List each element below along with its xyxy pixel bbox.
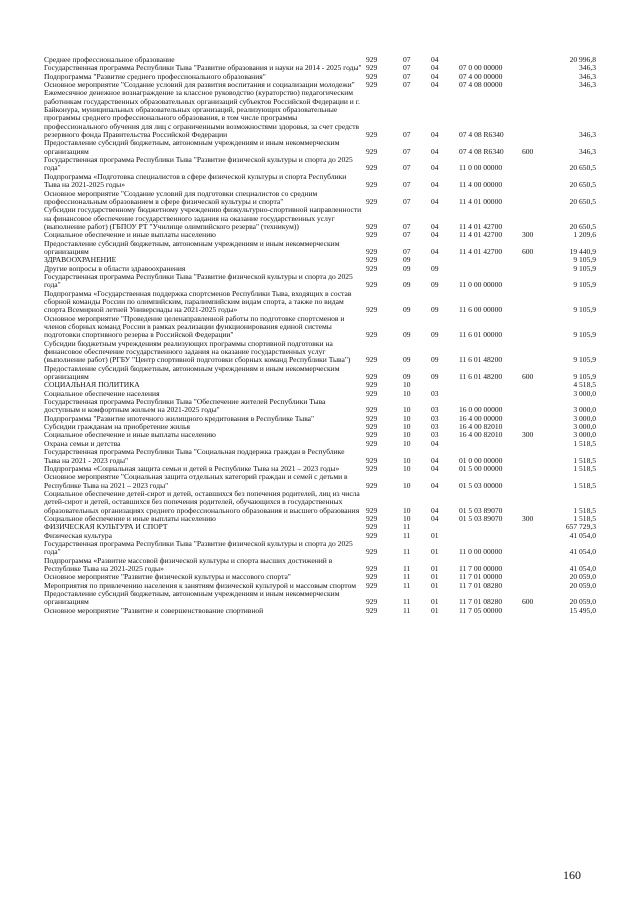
row-section-code: 10 xyxy=(403,413,411,423)
row-name: Основное мероприятие "Проведение целенаправленной работы по подготовке спортсменов и членов сборных команд России в рамках реализации функционирования единой системы подготовки спортивного резерва в Российской Федерации" xyxy=(44,313,345,340)
row-ved-code: 929 xyxy=(366,463,378,473)
row-subsection-code: 04 xyxy=(431,180,439,190)
row-ved-code: 929 xyxy=(366,180,378,190)
row-amount: 9 105,9 xyxy=(573,330,596,340)
row-ved-code: 929 xyxy=(366,438,378,448)
row-ved-code: 929 xyxy=(366,146,378,156)
row-section-code: 11 xyxy=(403,522,411,532)
row-expense-type xyxy=(522,73,546,81)
row-subsection-code: 04 xyxy=(431,221,439,231)
row-amount: 346,3 xyxy=(579,80,596,90)
row-ved-code: 929 xyxy=(366,580,378,590)
row-target-article xyxy=(459,523,522,531)
row-ved-code: 929 xyxy=(366,221,378,231)
row-name: Основное мероприятие "Развитие и совершенствование спортивной xyxy=(44,605,264,615)
row-name: Социальное обеспечение детей-сирот и детей, оставшихся без попечения родителей, лиц из числа детей-сирот и детей, оставшихся без попечения родителей, обучающихся в государственных образовательных организациях среднего профессионального образования и высшего образования xyxy=(44,488,360,515)
row-target-article: 11 0 00 00000 xyxy=(459,547,503,557)
row-expense-type xyxy=(522,582,546,590)
row-subsection-code: 04 xyxy=(431,505,439,515)
row-section-code: 09 xyxy=(403,372,411,382)
table-row xyxy=(44,448,596,465)
row-amount: 3 000,0 xyxy=(573,430,596,440)
row-ved-code: 929 xyxy=(366,330,378,340)
row-ved-code: 929 xyxy=(366,80,378,90)
row-ved-code: 929 xyxy=(366,605,378,615)
row-amount: 9 105,9 xyxy=(573,372,596,382)
row-amount: 4 518,5 xyxy=(573,380,596,390)
row-name: Предоставление субсидий бюджетным, автономным учреждениям и иным некоммерческим организациям xyxy=(44,589,340,607)
row-amount: 3 000,0 xyxy=(573,413,596,423)
row-ved-code: 929 xyxy=(366,263,378,273)
row-target-article: 01 5 03 89070 xyxy=(459,513,503,523)
row-expense-type xyxy=(522,532,546,540)
row-section-code: 10 xyxy=(403,388,411,398)
row-section-code: 07 xyxy=(403,63,411,73)
row-name: ЗДРАВООХРАНЕНИЕ xyxy=(44,255,117,265)
row-expense-type: 300 xyxy=(522,430,534,440)
row-ved-code: 929 xyxy=(366,513,378,523)
row-ved-code: 929 xyxy=(366,255,378,265)
row-amount: 20 059,0 xyxy=(569,580,596,590)
row-subsection-code: 09 xyxy=(431,355,439,365)
row-expense-type: 600 xyxy=(522,246,534,256)
row-name: Физическая культура xyxy=(44,530,112,540)
row-amount: 19 440,9 xyxy=(569,246,596,256)
row-ved-code: 929 xyxy=(366,455,378,465)
row-ved-code: 929 xyxy=(366,355,378,365)
row-name: Мероприятия по привлечению населения к занятиям физической культурой и массовым спортом xyxy=(44,580,356,590)
row-section-code: 11 xyxy=(403,597,411,607)
row-target-article: 11 4 01 00000 xyxy=(459,196,503,206)
row-expense-type xyxy=(522,81,546,89)
row-section-code: 10 xyxy=(403,505,411,515)
row-target-article xyxy=(459,381,522,389)
row-target-article: 11 6 01 48200 xyxy=(459,355,503,365)
row-subsection-code: 03 xyxy=(431,405,439,415)
row-name: Основное мероприятие "Социальная защита отдельных категорий граждан и семей с детьми в Республике Тыва на 2021 – 2023 годы" xyxy=(44,472,348,490)
table-row xyxy=(44,273,596,290)
row-name: Предоставление субсидий бюджетным, автономным учреждениям и иным некоммерческим организациям xyxy=(44,138,340,156)
row-section-code: 07 xyxy=(403,71,411,81)
row-subsection-code: 01 xyxy=(431,547,439,557)
row-expense-type xyxy=(522,557,546,574)
row-name: Социальное обеспечение и иные выплаты населению xyxy=(44,430,216,440)
row-subsection-code: 03 xyxy=(431,413,439,423)
row-amount: 20 059,0 xyxy=(569,572,596,582)
row-target-article: 11 4 01 42700 xyxy=(459,246,503,256)
row-target-article: 16 4 00 82010 xyxy=(459,430,503,440)
table-row xyxy=(44,365,596,382)
row-name: ФИЗИЧЕСКАЯ КУЛЬТУРА И СПОРТ xyxy=(44,522,168,532)
row-expense-type xyxy=(522,340,546,365)
table-row xyxy=(44,607,596,615)
row-expense-type xyxy=(522,256,546,264)
row-name: Государственная программа Республики Тыва "Обеспечение жителей Республики Тыва доступным и комфортным жильем на 2021-2025 годы" xyxy=(44,397,326,415)
row-ved-code: 929 xyxy=(366,372,378,382)
table-row xyxy=(44,173,596,190)
table-row xyxy=(44,540,596,557)
row-ved-code: 929 xyxy=(366,563,378,573)
row-amount: 20 650,5 xyxy=(569,180,596,190)
row-subsection-code: 04 xyxy=(431,438,439,448)
row-expense-type xyxy=(522,273,546,290)
row-expense-type: 600 xyxy=(522,597,534,607)
row-subsection-code: 04 xyxy=(431,513,439,523)
row-ved-code: 929 xyxy=(366,380,378,390)
row-target-article: 07 4 00 00000 xyxy=(459,71,503,81)
row-section-code: 10 xyxy=(403,480,411,490)
row-section-code: 09 xyxy=(403,255,411,265)
row-section-code: 10 xyxy=(403,513,411,523)
row-target-article: 01 0 00 00000 xyxy=(459,455,503,465)
row-ved-code: 929 xyxy=(366,130,378,140)
row-target-article: 01 5 03 89070 xyxy=(459,505,503,515)
row-name: Подпрограмма "Развитие среднего профессионального образования" xyxy=(44,71,266,81)
table-row xyxy=(44,139,596,156)
row-section-code: 09 xyxy=(403,280,411,290)
row-subsection-code: 04 xyxy=(431,71,439,81)
row-name: Подпрограмма «Государственная поддержка спортсменов Республики Тыва, входящих в состав сборной команды России по олимпийским, паралимпийским видам спорта, а также по видам спорта Всемирной летней Универсиады на 2021-2025 годы» xyxy=(44,288,352,315)
row-target-article: 07 0 00 00000 xyxy=(459,63,503,73)
row-expense-type xyxy=(522,540,546,557)
row-ved-code: 929 xyxy=(366,405,378,415)
row-target-article: 11 7 05 00000 xyxy=(459,605,503,615)
row-subsection-code: 01 xyxy=(431,580,439,590)
row-ved-code: 929 xyxy=(366,522,378,532)
row-amount: 20 650,5 xyxy=(569,221,596,231)
table-row xyxy=(44,290,596,315)
row-expense-type xyxy=(522,290,546,315)
row-amount: 1 518,5 xyxy=(573,505,596,515)
row-section-code: 11 xyxy=(403,572,411,582)
row-expense-type: 300 xyxy=(522,513,534,523)
row-ved-code: 929 xyxy=(366,572,378,582)
table-row xyxy=(44,89,596,139)
row-amount: 346,3 xyxy=(579,130,596,140)
row-section-code: 10 xyxy=(403,455,411,465)
row-amount: 346,3 xyxy=(579,71,596,81)
row-subsection-code: 04 xyxy=(431,130,439,140)
row-expense-type: 600 xyxy=(522,372,534,382)
row-amount: 20 650,5 xyxy=(569,163,596,173)
row-expense-type xyxy=(522,56,546,64)
row-name: Субсидии бюджетным учреждениям реализующих программы спортивной подготовки на финансовое обеспечение государственного задания на оказание государственных услуг (выполнение работ) (РГБУ "Центр спортивной подготовки сборных команд Республики Тыва") xyxy=(44,338,351,365)
row-section-code: 07 xyxy=(403,163,411,173)
row-amount: 20 059,0 xyxy=(569,597,596,607)
row-amount: 3 000,0 xyxy=(573,405,596,415)
row-section-code: 09 xyxy=(403,355,411,365)
row-ved-code: 929 xyxy=(366,547,378,557)
table-row xyxy=(44,490,596,515)
row-expense-type xyxy=(522,173,546,190)
row-ved-code: 929 xyxy=(366,430,378,440)
row-subsection-code: 09 xyxy=(431,263,439,273)
row-name: Социальное обеспечение населения xyxy=(44,388,160,398)
row-target-article: 11 4 01 42700 xyxy=(459,230,503,240)
row-expense-type xyxy=(522,607,546,615)
row-name: Субсидии государственному бюджетному учреждению физкультурно-спортивной направленности на финансовое обеспечение государственного задания на оказание государственных услуг (выполнение работ) (ГБПОУ РТ "Училище олимпийского резерва" (техникум)) xyxy=(44,205,362,231)
row-target-article: 11 7 00 00000 xyxy=(459,563,503,573)
row-amount: 346,3 xyxy=(579,63,596,73)
row-amount: 20 650,5 xyxy=(569,196,596,206)
row-expense-type xyxy=(522,573,546,581)
row-target-article: 11 7 01 08280 xyxy=(459,597,503,607)
row-ved-code: 929 xyxy=(366,163,378,173)
row-name: Основное мероприятие "Создание условий для подготовки специалистов со средним профессиональным образованием в сфере физической культуры и спорта" xyxy=(44,188,318,206)
row-expense-type xyxy=(522,448,546,465)
row-subsection-code: 09 xyxy=(431,305,439,315)
row-expense-type xyxy=(522,156,546,173)
row-expense-type xyxy=(522,415,546,423)
row-target-article: 11 6 01 00000 xyxy=(459,330,503,340)
row-target-article: 01 5 03 00000 xyxy=(459,480,503,490)
row-section-code: 07 xyxy=(403,196,411,206)
row-target-article: 11 4 01 42700 xyxy=(459,221,503,231)
row-section-code: 09 xyxy=(403,263,411,273)
row-section-code: 10 xyxy=(403,405,411,415)
row-name: Другие вопросы в области здравоохранения xyxy=(44,263,186,273)
row-subsection-code: 04 xyxy=(431,246,439,256)
row-amount: 1 209,6 xyxy=(573,230,596,240)
table-row xyxy=(44,590,596,607)
row-name: Предоставление субсидий бюджетным, автономным учреждениям и иным некоммерческим организациям xyxy=(44,238,340,256)
row-amount: 1 518,5 xyxy=(573,463,596,473)
row-name: Государственная программа Республики Тыва "Развитие образования и науки на 2014 - 2025 годы" xyxy=(44,63,362,73)
row-amount: 3 000,0 xyxy=(573,422,596,432)
table-row xyxy=(44,431,596,439)
row-section-code: 07 xyxy=(403,180,411,190)
row-name: Социальное обеспечение и иные выплаты населению xyxy=(44,513,216,523)
row-ved-code: 929 xyxy=(366,305,378,315)
row-subsection-code: 01 xyxy=(431,530,439,540)
row-section-code: 07 xyxy=(403,146,411,156)
row-ved-code: 929 xyxy=(366,480,378,490)
row-amount: 41 054,0 xyxy=(569,563,596,573)
row-section-code: 07 xyxy=(403,130,411,140)
row-subsection-code: 04 xyxy=(431,163,439,173)
row-expense-type xyxy=(522,523,546,531)
row-section-code: 10 xyxy=(403,430,411,440)
budget-table xyxy=(44,56,596,615)
row-name: Подпрограмма "Развитие ипотечного жилищного кредитования в Республике Тыва" xyxy=(44,413,315,423)
row-target-article: 11 0 00 00000 xyxy=(459,280,503,290)
row-amount: 9 105,9 xyxy=(573,280,596,290)
row-ved-code: 929 xyxy=(366,246,378,256)
table-row xyxy=(44,156,596,173)
table-row xyxy=(44,398,596,415)
row-amount: 41 054,0 xyxy=(569,547,596,557)
row-target-article: 11 6 01 48200 xyxy=(459,372,503,382)
row-target-article: 16 4 00 00000 xyxy=(459,413,503,423)
row-subsection-code: 01 xyxy=(431,563,439,573)
row-section-code: 07 xyxy=(403,80,411,90)
row-subsection-code: 04 xyxy=(431,455,439,465)
table-row xyxy=(44,340,596,365)
row-section-code: 09 xyxy=(403,305,411,315)
page-number: 160 xyxy=(563,868,581,882)
row-ved-code: 929 xyxy=(366,55,378,64)
row-section-code: 07 xyxy=(403,246,411,256)
row-expense-type: 300 xyxy=(522,230,534,240)
row-name: Подпрограмма «Развитие массовой физической культуры и спорта высших достижений в Республике Тыва на 2021-2025 годы» xyxy=(44,555,333,573)
row-subsection-code: 03 xyxy=(431,422,439,432)
row-expense-type xyxy=(522,390,546,398)
row-expense-type xyxy=(522,473,546,490)
row-name: Среднее профессиональное образование xyxy=(44,55,175,64)
row-target-article: 07 4 08 00000 xyxy=(459,80,503,90)
row-expense-type xyxy=(522,190,546,207)
row-subsection-code: 04 xyxy=(431,63,439,73)
row-name: Подпрограмма «Подготовка специалистов в сфере физической культуры и спорта Республики Тыва на 2021-2025 годы» xyxy=(44,171,347,190)
row-ved-code: 929 xyxy=(366,530,378,540)
row-amount: 3 000,0 xyxy=(573,388,596,398)
row-target-article: 11 7 01 08280 xyxy=(459,580,503,590)
table-row xyxy=(44,473,596,490)
row-amount: 1 518,5 xyxy=(573,513,596,523)
row-amount: 41 054,0 xyxy=(569,530,596,540)
row-subsection-code: 03 xyxy=(431,388,439,398)
row-section-code: 11 xyxy=(403,605,411,615)
row-name: Предоставление субсидий бюджетным, автономным учреждениям и иным некоммерческим организациям xyxy=(44,363,340,382)
row-name: Социальное обеспечение и иные выплаты населению xyxy=(44,230,216,240)
row-expense-type xyxy=(522,398,546,415)
row-amount: 346,3 xyxy=(579,146,596,156)
table-row xyxy=(44,523,596,531)
row-ved-code: 929 xyxy=(366,280,378,290)
row-expense-type xyxy=(522,206,546,231)
table-row xyxy=(44,240,596,257)
row-amount: 1 518,5 xyxy=(573,455,596,465)
row-target-article: 16 4 00 82010 xyxy=(459,422,503,432)
table-row xyxy=(44,557,596,574)
row-subsection-code: 04 xyxy=(431,80,439,90)
row-amount: 9 105,9 xyxy=(573,305,596,315)
row-section-code: 11 xyxy=(403,563,411,573)
row-subsection-code: 09 xyxy=(431,372,439,382)
row-subsection-code: 01 xyxy=(431,597,439,607)
row-expense-type xyxy=(522,265,546,273)
row-target-article: 11 0 00 00000 xyxy=(459,163,503,173)
row-name: Государственная программа Республики Тыва "Развитие физической культуры и спорта до 2025 года" xyxy=(44,538,353,557)
row-section-code: 10 xyxy=(403,380,411,390)
row-target-article: 11 7 01 00000 xyxy=(459,572,503,582)
row-subsection-code: 01 xyxy=(431,605,439,615)
row-ved-code: 929 xyxy=(366,196,378,206)
row-section-code: 11 xyxy=(403,580,411,590)
row-expense-type xyxy=(522,381,546,389)
row-expense-type xyxy=(522,465,546,473)
row-subsection-code: 04 xyxy=(431,480,439,490)
row-subsection-code: 01 xyxy=(431,572,439,582)
row-target-article xyxy=(459,390,522,398)
row-subsection-code: 09 xyxy=(431,280,439,290)
row-section-code: 10 xyxy=(403,422,411,432)
row-subsection-code: 04 xyxy=(431,196,439,206)
row-ved-code: 929 xyxy=(366,71,378,81)
row-target-article: 01 5 00 00000 xyxy=(459,463,503,473)
table-row xyxy=(44,315,596,340)
row-subsection-code: 04 xyxy=(431,230,439,240)
row-name: Государственная программа Республики Тыва "Развитие физической культуры и спорта до 2025 года" xyxy=(44,155,353,173)
row-expense-type xyxy=(522,64,546,72)
row-name: Субсидии гражданам на приобретение жилья xyxy=(44,422,190,432)
table-row xyxy=(44,190,596,207)
row-ved-code: 929 xyxy=(366,388,378,398)
row-ved-code: 929 xyxy=(366,422,378,432)
row-amount: 1 518,5 xyxy=(573,480,596,490)
row-target-article xyxy=(459,440,522,448)
row-subsection-code: 04 xyxy=(431,55,439,64)
row-target-article: 11 6 00 00000 xyxy=(459,305,503,315)
row-expense-type xyxy=(522,440,546,448)
row-subsection-code: 04 xyxy=(431,146,439,156)
row-expense-type xyxy=(522,89,546,139)
row-target-article xyxy=(459,256,522,264)
row-amount: 9 105,9 xyxy=(573,263,596,273)
row-name: СОЦИАЛЬНАЯ ПОЛИТИКА xyxy=(44,380,140,390)
row-ved-code: 929 xyxy=(366,230,378,240)
row-name: Охрана семьи и детства xyxy=(44,438,121,448)
table-row xyxy=(44,206,596,231)
row-section-code: 10 xyxy=(403,438,411,448)
row-name: Государственная программа Республики Тыва "Социальная поддержка граждан в Республике Тыва на 2021 - 2023 годы" xyxy=(44,447,345,465)
row-section-code: 07 xyxy=(403,55,411,64)
row-amount: 9 105,9 xyxy=(573,255,596,265)
row-ved-code: 929 xyxy=(366,413,378,423)
row-amount: 20 996,8 xyxy=(569,55,596,64)
row-target-article: 07 4 08 R6340 xyxy=(459,130,504,140)
row-section-code: 07 xyxy=(403,221,411,231)
row-amount: 657 729,3 xyxy=(565,522,596,532)
row-target-article xyxy=(459,265,522,273)
row-expense-type xyxy=(522,315,546,340)
row-amount: 9 105,9 xyxy=(573,355,596,365)
row-target-article: 07 4 08 R6340 xyxy=(459,146,504,156)
row-subsection-code: 09 xyxy=(431,330,439,340)
row-name: Основное мероприятие "Развитие физической культуры и массового спорта" xyxy=(44,572,291,582)
row-name: Основное мероприятие "Создание условий для развития воспитания и социализации молодежи" xyxy=(44,80,355,90)
row-section-code: 07 xyxy=(403,230,411,240)
row-ved-code: 929 xyxy=(366,597,378,607)
row-section-code: 11 xyxy=(403,547,411,557)
row-section-code: 09 xyxy=(403,330,411,340)
row-name: Ежемесячное денежное вознаграждение за классное руководство (кураторство) педагогическим работникам государственных образовательных организаций субъектов Российской Федерации и г. Байконура, муниципальных образовательных организаций, реализующих образовательные программы среднего профессионального образования, в том числе программы профессионального обучения для лиц с ограниченными возможностями здоровья, за счет средств резервного фонда Правительства Российской Федерации xyxy=(44,88,360,140)
row-amount: 1 518,5 xyxy=(573,438,596,448)
budget-table-body xyxy=(44,56,596,615)
row-name: Государственная программа Республики Тыва "Развитие физической культуры и спорта до 2025 года" xyxy=(44,271,353,290)
row-name: Подпрограмма «Социальная защита семьи и детей в Республике Тыва на 2021 – 2023 годы» xyxy=(44,463,340,473)
row-target-article: 11 4 00 00000 xyxy=(459,180,503,190)
row-ved-code: 929 xyxy=(366,63,378,73)
row-subsection-code: 04 xyxy=(431,463,439,473)
row-expense-type: 600 xyxy=(522,146,534,156)
row-amount: 15 495,0 xyxy=(569,605,596,615)
row-target-article: 16 0 00 00000 xyxy=(459,405,503,415)
row-ved-code: 929 xyxy=(366,505,378,515)
row-subsection-code: 03 xyxy=(431,430,439,440)
row-expense-type xyxy=(522,490,546,515)
row-target-article xyxy=(459,532,522,540)
row-section-code: 10 xyxy=(403,463,411,473)
row-section-code: 11 xyxy=(403,530,411,540)
